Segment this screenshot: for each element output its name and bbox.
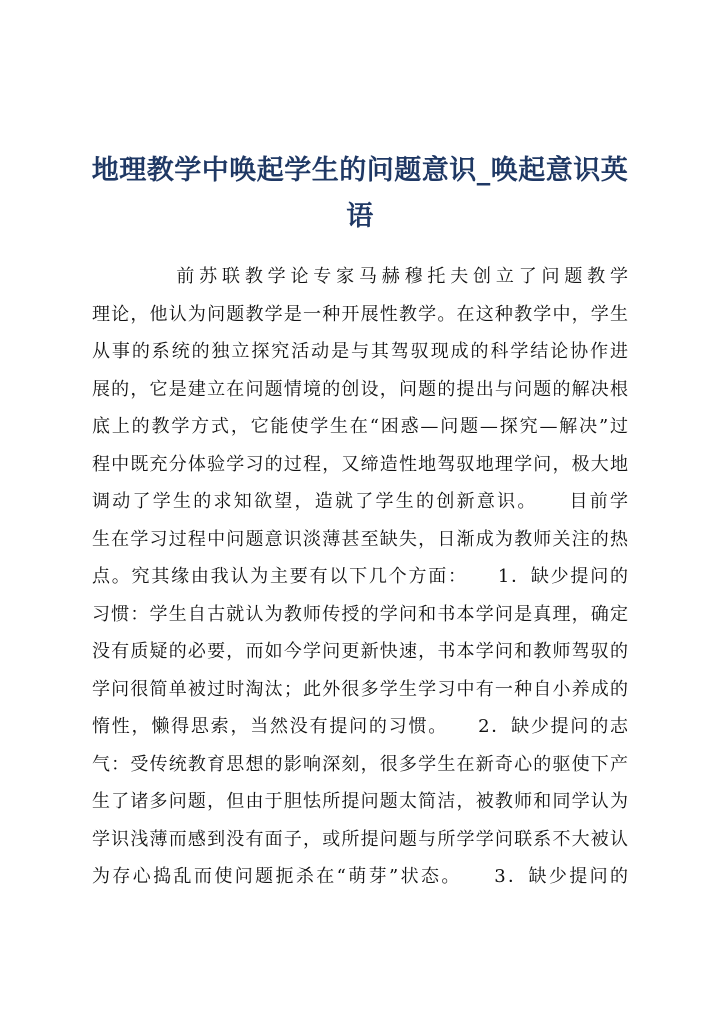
document-body	[92, 258, 628, 896]
body-line: 生了诸多问题，但由于胆怯所提问题太简洁，被教师和同学认为	[92, 791, 628, 812]
body-line: 学问很简单被过时淘汰；此外很多学生学习中有一种自小养成的	[92, 678, 628, 700]
body-line: 惰性，懒得思索，当然没有提问的习惯。 2．缺少提问的志	[92, 716, 628, 737]
body-line: 底上的教学方式，它能使学生在“困惑—问题—探究—解决”过	[92, 416, 628, 437]
body-line: 前苏联教学论专家马赫穆托夫创立了问题教学	[92, 266, 628, 287]
body-line: 展的，它是建立在问题情境的创设，问题的提出与问题的解决根	[92, 378, 628, 400]
body-line: 生在学习过程中问题意识淡薄甚至缺失，日渐成为教师关注的热	[92, 528, 628, 550]
body-line: 气：受传统教育思想的影响深刻，很多学生在新奇心的驱使下产	[92, 753, 628, 775]
body-line: 点。究其缘由我认为主要有以下几个方面： 1．缺少提问的	[92, 566, 628, 587]
body-line: 学识浅薄而感到没有面子，或所提问题与所学学问联系不大被认	[92, 828, 628, 850]
body-line: 程中既充分体验学习的过程，又缔造性地驾驭地理学问，极大地	[92, 453, 628, 475]
body-line: 习惯：学生自古就认为教师传授的学问和书本学问是真理，确定	[92, 603, 628, 625]
body-line: 没有质疑的必要，而如今学问更新快速，书本学问和教师驾驭的	[92, 641, 628, 662]
body-line: 理论，他认为问题教学是一种开展性教学。在这种教学中，学生	[92, 303, 628, 325]
title-line-1: 地理教学中唤起学生的问题意识_唤起意识英	[91, 155, 629, 186]
document-title	[90, 148, 630, 240]
title-line-2: 语	[346, 201, 374, 232]
body-line: 从事的系统的独立探究活动是与其驾驭现成的科学结论协作进	[92, 341, 628, 362]
body-line: 为存心捣乱而使问题扼杀在“萌芽”状态。 3．缺少提问的	[92, 866, 628, 887]
body-line: 调动了学生的求知欲望，造就了学生的创新意识。 目前学	[92, 491, 628, 512]
